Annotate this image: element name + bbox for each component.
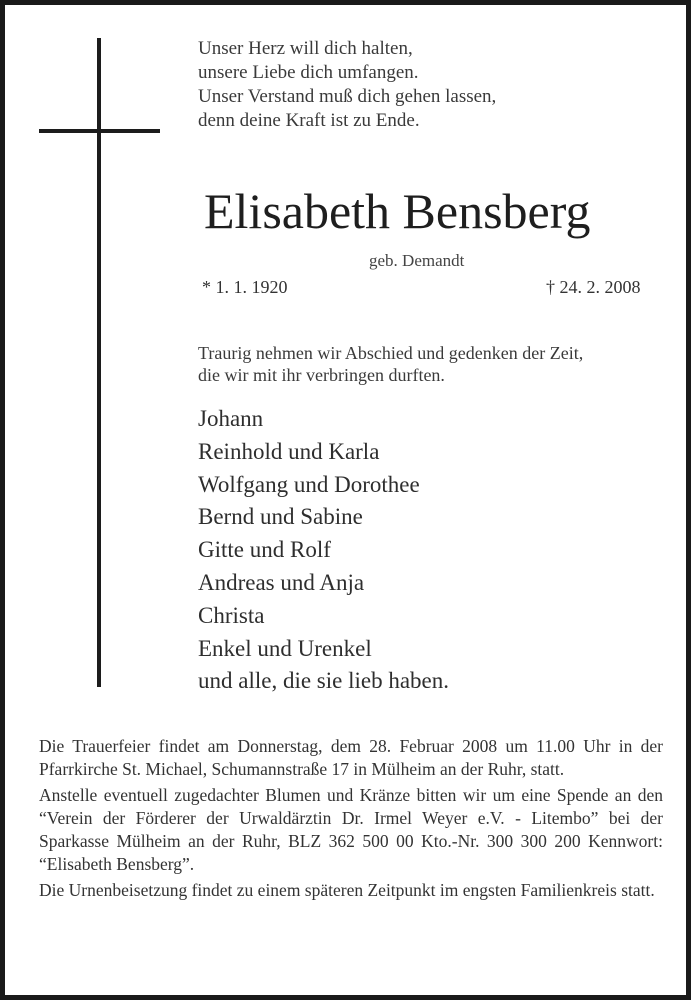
mourner: Bernd und Sabine xyxy=(198,504,363,530)
birth-date: * 1. 1. 1920 xyxy=(202,277,288,297)
mourner: Gitte und Rolf xyxy=(198,537,331,563)
mourner: Johann xyxy=(198,406,264,431)
mourner: Reinhold und Karla xyxy=(198,438,380,464)
donation-note: Anstelle eventuell zugedachter Blumen und Kränze bitten wir um eine Spende an den “Verein der Förderer der Urwaldärztin Dr. Irmel Weyer e.V. - Litembo” bei der Sparkasse Mülheim an der Ruhr, BLZ 362 500 00 Kto.-Nr. 300 300 200 Kennwort: “Elisabeth Bensberg”. xyxy=(39,784,663,875)
poem xyxy=(198,37,496,133)
cross-icon-horizontal xyxy=(39,129,160,133)
funeral-service-note: Die Trauerfeier findet am Donnerstag, dem 28. Februar 2008 um 11.00 Uhr in der Pfarrkirche St. Michael, Schumannstraße 17 in Mülheim an der Ruhr, statt. xyxy=(39,736,663,780)
farewell-intro xyxy=(198,342,583,386)
urn-burial-note: Die Urnenbeisetzung findet zu einem späteren Zeitpunkt im engsten Familienkreis statt. xyxy=(39,879,655,900)
poem-line: Unser Verstand muß dich gehen lassen, xyxy=(198,86,497,107)
cross-icon-vertical xyxy=(97,38,101,687)
deceased-name: Elisabeth Bensberg xyxy=(204,183,591,239)
mourners-list xyxy=(198,403,449,698)
mourner: und alle, die sie lieb haben. xyxy=(198,668,450,694)
funeral-notes xyxy=(39,735,663,904)
mourner: Andreas und Anja xyxy=(198,569,365,595)
mourner: Enkel und Urenkel xyxy=(198,635,372,661)
intro-line: die wir mit ihr verbringen durften. xyxy=(198,365,445,385)
poem-line: Unser Herz will dich halten, xyxy=(198,38,413,59)
intro-line: Traurig nehmen wir Abschied und gedenken der Zeit, xyxy=(198,343,584,363)
maiden-name: geb. Demandt xyxy=(369,251,465,270)
poem-line: denn deine Kraft ist zu Ende. xyxy=(198,110,420,131)
mourner: Christa xyxy=(198,602,265,628)
death-date: † 24. 2. 2008 xyxy=(546,277,641,297)
poem-line: unsere Liebe dich umfangen. xyxy=(198,62,419,83)
mourner: Wolfgang und Dorothee xyxy=(198,471,420,497)
